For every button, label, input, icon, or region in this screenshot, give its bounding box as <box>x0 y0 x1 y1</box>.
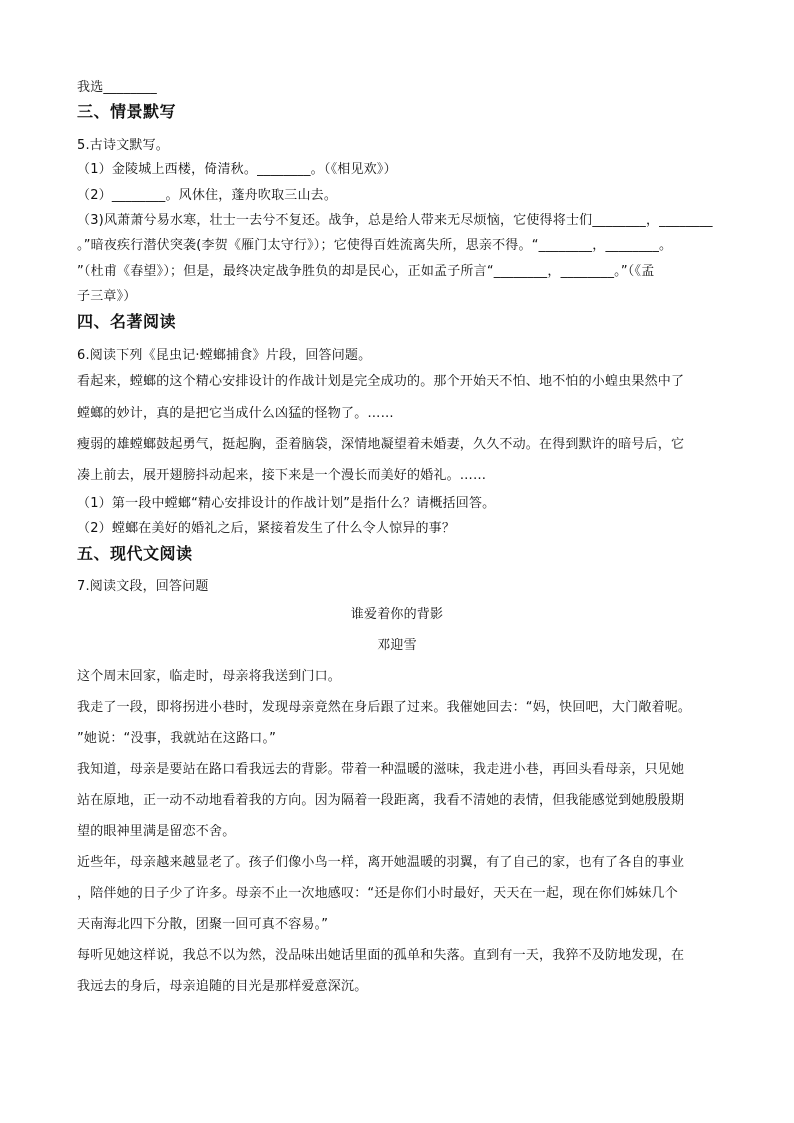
question-5-item-1: （1）金陵城上西楼，倚清秋。________。（《相见欢》） <box>77 162 397 177</box>
question-5-item-3-line-2: 。”暗夜疾行潜伏突袭(李贺《雁门太守行》）；它使得百姓流离失所，思亲不得。“________，________。 <box>77 238 673 253</box>
article-paragraph-5-line-1: 每听见她这样说，我总不以为然，没品味出她话里面的孤单和失落。直到有一天，我猝不及防地发现，在 <box>77 948 685 963</box>
excerpt-paragraph-1-line-1: 看起来，螳螂的这个精心安排设计的作战计划是完全成功的。那个开始天不怕、地不怕的小蝗虫果然中了 <box>77 374 685 389</box>
excerpt-paragraph-1-line-2: 螳螂的妙计，真的是把它当成什么凶猛的怪物了。…… <box>77 406 394 421</box>
question-6-item-2: （2）螳螂在美好的婚礼之后，紧接着发生了什么令人惊异的事？ <box>77 521 456 536</box>
question-6-prompt: 6.阅读下列《昆虫记·螳螂捕食》片段，回答问题。 <box>77 348 372 363</box>
question-5-item-3-line-4: 子三章》） <box>77 289 137 304</box>
question-5-item-2: （2）________。风休住，蓬舟吹取三山去。 <box>77 188 338 203</box>
section-heading-5: 五、现代文阅读 <box>77 544 193 563</box>
question-7-prompt: 7.阅读文段，回答问题 <box>77 579 209 594</box>
section-heading-4: 四、名著阅读 <box>77 312 177 331</box>
article-paragraph-1: 这个周末回家，临走时，母亲将我送到门口。 <box>77 669 342 684</box>
question-5-prompt: 5.古诗文默写。 <box>77 138 170 153</box>
article-paragraph-4-line-1: 近些年，母亲越来越显老了。孩子们像小鸟一样，离开她温暖的羽翼，有了自己的家，也有了各自的事业 <box>77 855 685 870</box>
article-paragraph-5-line-2: 我远去的身后，母亲追随的目光是那样爱意深沉。 <box>77 979 368 994</box>
excerpt-paragraph-2-line-2: 凑上前去，展开翅膀抖动起来，接下来是一个漫长而美好的婚礼。…… <box>77 468 487 483</box>
section-heading-3: 三、情景默写 <box>77 102 177 121</box>
answer-choice-line: 我选________ <box>77 80 157 95</box>
article-paragraph-4-line-2: ，陪伴她的日子少了许多。母亲不止一次地感叹：“还是你们小时最好，天天在一起，现在你们姊妹几个 <box>77 886 678 901</box>
excerpt-paragraph-2-line-1: 瘦弱的雄螳螂鼓起勇气，挺起胸，歪着脑袋，深情地凝望着未婚妻，久久不动。在得到默许的暗号后，它 <box>77 437 685 452</box>
question-5-item-3-line-3: ”（杜甫《春望》）；但是，最终决定战争胜负的却是民心，正如孟子所言“________，________。”（《孟 <box>77 264 655 279</box>
article-title: 谁爱着你的背影 <box>350 607 444 622</box>
article-paragraph-3-line-3: 望的眼神里满是留恋不舍。 <box>77 824 236 839</box>
article-paragraph-3-line-1: 我知道，母亲是要站在路口看我远去的背影。带着一种温暖的滋味，我走进小巷，再回头看母亲，只见她 <box>77 762 685 777</box>
article-author: 邓迎雪 <box>377 638 417 653</box>
article-paragraph-2-line-1: 我走了一段，即将拐进小巷时，发现母亲竟然在身后跟了过来。我催她回去：“妈，快回吧，大门敞着呢。 <box>77 700 692 715</box>
question-5-item-3-line-1: （3)风萧萧兮易水寒，壮士一去兮不复还。战争，总是给人带来无尽烦恼，它使得将士们________，________ <box>77 213 713 228</box>
article-paragraph-3-line-2: 站在原地，正一动不动地看着我的方向。因为隔着一段距离，我看不清她的表情，但我能感觉到她殷殷期 <box>77 793 685 808</box>
article-paragraph-2-line-2: ”她说：“没事，我就站在这路口。” <box>77 731 277 746</box>
question-6-item-1: （1）第一段中螳螂“精心安排设计的作战计划”是指什么？请概括回答。 <box>77 496 496 511</box>
article-paragraph-4-line-3: 天南海北四下分散，团聚一回可真不容易。” <box>77 917 329 932</box>
